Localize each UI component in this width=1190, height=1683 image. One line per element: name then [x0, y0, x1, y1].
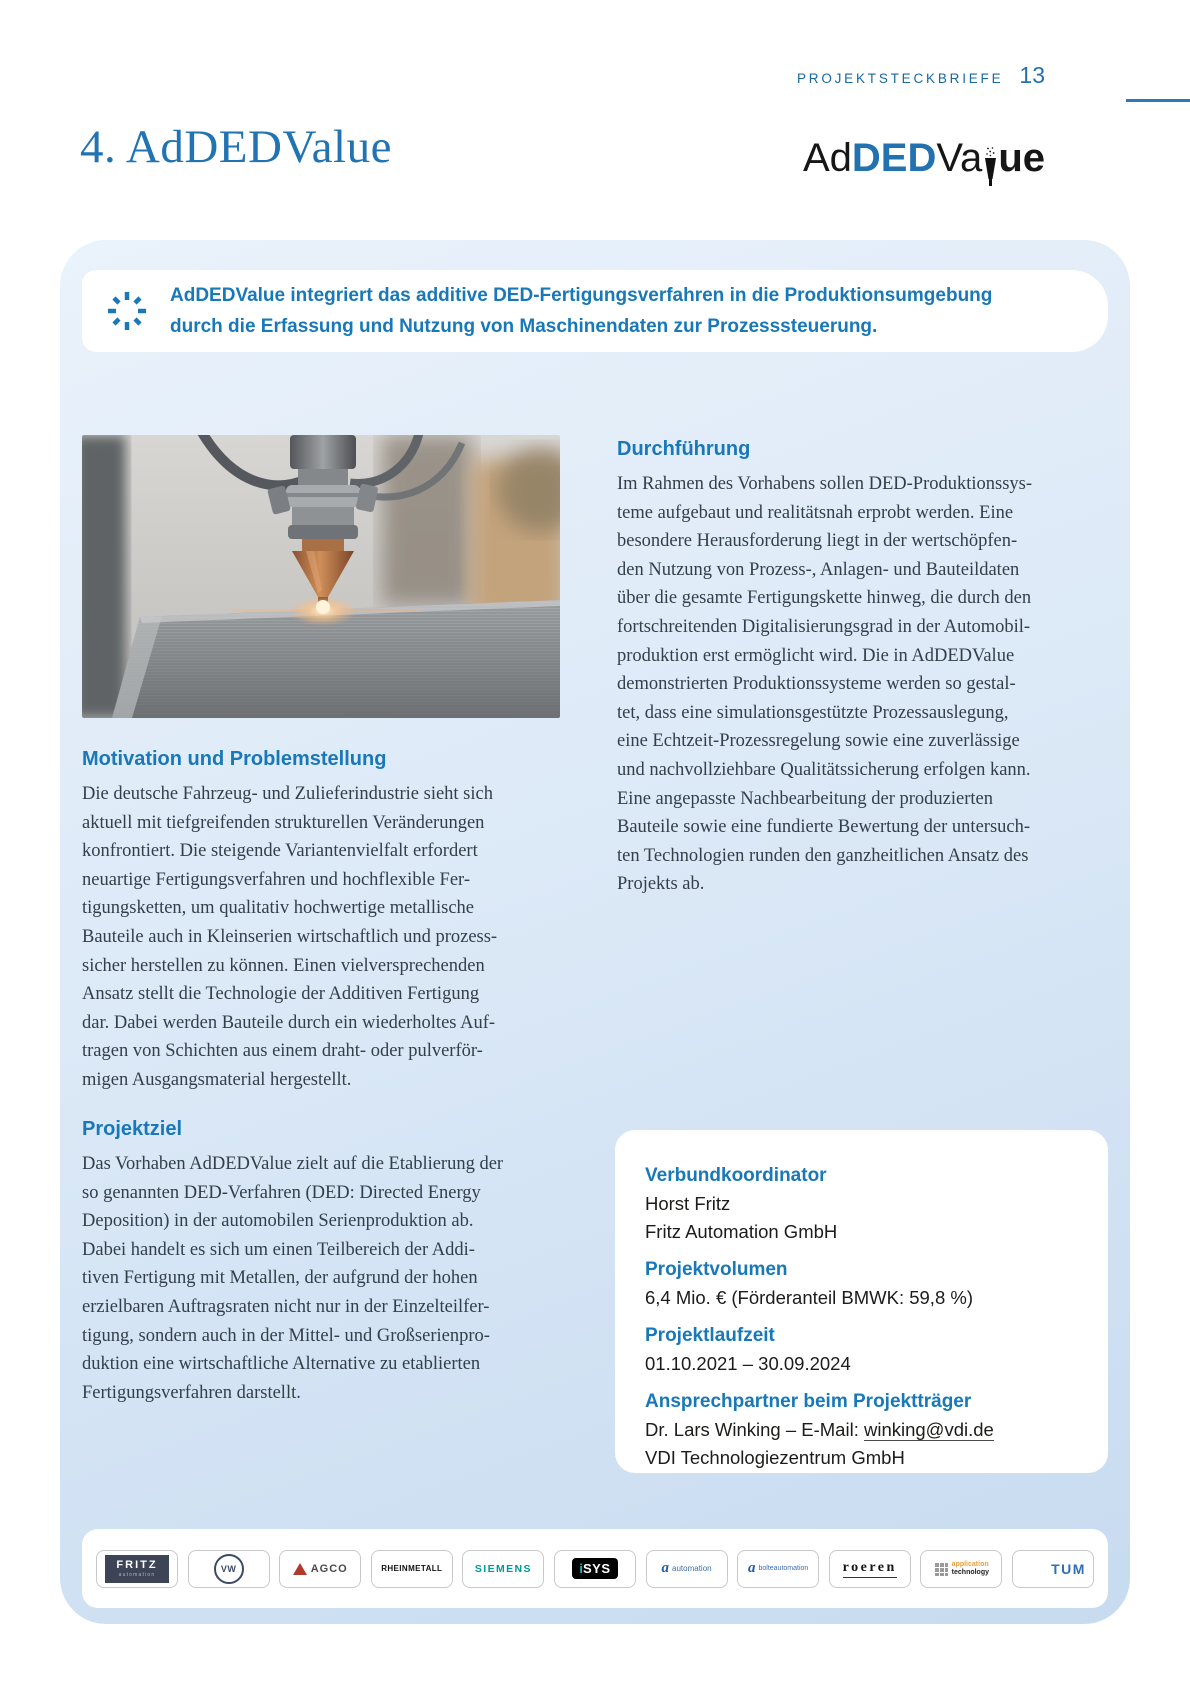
tum-logo-text: TUM: [1051, 1560, 1086, 1577]
label-projektlaufzeit: Projektlaufzeit: [645, 1325, 775, 1346]
grid-icon: [934, 1562, 948, 1576]
coordinator-org: Fritz Automation GmbH: [645, 1221, 838, 1242]
partner-logo-automation: [646, 1550, 728, 1588]
agco-logo-text: AGCO: [310, 1562, 348, 1575]
partner-logo-rheinmetall: [371, 1550, 453, 1588]
label-projektvolumen: Projektvolumen: [645, 1259, 788, 1280]
roeren-logo-text: roeren: [843, 1560, 897, 1578]
partner-logo-siemens: [462, 1550, 544, 1588]
logo-text-ue: ue: [998, 136, 1045, 180]
partner-logo-tum: [1012, 1550, 1094, 1588]
partner-logo-isys: [554, 1550, 636, 1588]
partner-logo-application-technology: [920, 1550, 1002, 1588]
logo-text-ded: DED: [851, 136, 937, 180]
logo-text-ad: Ad: [802, 136, 852, 180]
sparkle-icon: [104, 288, 150, 334]
summary-text: AdDEDValue integriert das additive DED-Fertigungsverfahren in die Produktionsumgebung durch die Erfassung und Nutzung von Maschinendaten zur Prozesssteuerung.: [170, 285, 993, 337]
fritz-logo-box: [105, 1555, 169, 1583]
automation-logo-text: automation: [672, 1564, 712, 1573]
swoosh-a-icon: a: [661, 1560, 670, 1576]
contact-name: Dr. Lars Winking – E-Mail:: [645, 1419, 864, 1440]
agco-triangle-icon: [293, 1563, 307, 1575]
nozzle-icon: [984, 146, 997, 188]
technology-text: technology: [951, 1568, 990, 1576]
motivation-text: Die deutsche Fahrzeug- und Zulieferindustrie sieht sich aktuell mit tiefgreifenden strukturellen Veränderungen konfrontiert. Die steigende Variantenvielfalt erfordert neuartige Fertigungsverfahren und hochflexible Fer- tigungsketten, um qualitativ hochwertige metallische Bauteile auch in Kleinserien wirtschaftlich und prozess- sicher herstellen zu können. Einen vielversprechenden Ansatz stellt die Technologie der Additiven Fertigung dar. Dabei werden Bauteile durch ein wiederholtes Auf- tragen von Schichten aus einem draht- oder pulverför- migen Ausgangsmaterial hergestellt.: [82, 784, 498, 1090]
partner-logo-strip: [82, 1529, 1108, 1608]
coordinator-name: Horst Fritz: [645, 1193, 731, 1214]
fritz-logo-subtext: automation: [118, 1571, 156, 1578]
heading-motivation: Motivation und Problemstellung: [82, 748, 387, 770]
project-info-box: [615, 1130, 1108, 1473]
summary-callout: [82, 270, 1108, 352]
bolte-logo-text: bolteautomation: [758, 1565, 809, 1572]
partner-logo-volkswagen: [188, 1550, 270, 1588]
isys-logo-i: i: [579, 1561, 584, 1576]
page-number: 13: [1019, 62, 1045, 88]
logo-text-va: Va: [936, 136, 983, 180]
contact-line: [645, 1416, 1082, 1444]
header-section-label: PROJEKTSTECKBRIEFE: [796, 71, 1004, 86]
partner-logo-bolte-automation: [737, 1550, 819, 1588]
heading-durchfuehrung: Durchführung: [617, 438, 751, 460]
ded-process-photo: [82, 435, 560, 718]
fritz-logo-text: FRITZ: [116, 1558, 158, 1571]
contact-org: VDI Technologiezentrum GmbH: [645, 1447, 905, 1468]
label-verbundkoordinator: Verbundkoordinator: [645, 1165, 827, 1186]
partner-logo-agco: [279, 1550, 361, 1588]
application-text: application: [951, 1560, 989, 1568]
isys-logo-text: SYS: [583, 1561, 611, 1576]
durchfuehrung-text: Im Rahmen des Vorhabens sollen DED-Produktionssys- teme aufgebaut und realitätsnah erprobt werden. Eine besondere Herausforderung liegt in der wertschöpfen- den Nutzung von Prozess-, Anlagen- und Bauteildaten über die gesamte Fertigungskette hinweg, die durch den fortschreitenden Digitalisierungsgrad in der Automobil- produktion erst ermöglicht wird. Die in AdDEDValue demonstrierten Produktionssysteme werden so gestal- tet, dass eine simulationsgestützte Prozessauslegung, eine Echtzeit-Prozessregelung sowie eine zuverlässige und nachvollziehbare Qualitätssicherung erfolgen kann. Eine angepasste Nachbearbeitung der produzierten Bauteile sowie eine fundierte Bewertung der untersuch- ten Technologien runden den ganzheitlichen Ansatz des Projekts ab.: [617, 474, 1033, 895]
header-rule: [1126, 99, 1190, 102]
siemens-logo-text: SIEMENS: [474, 1562, 532, 1575]
application-technology-text: [952, 1561, 989, 1577]
rheinmetall-logo-text: RHEINMETALL: [381, 1564, 443, 1573]
isys-logo-box: [572, 1558, 617, 1579]
addedvalue-logo: [803, 134, 1045, 182]
contact-email-link[interactable]: winking@vdi.de: [863, 1419, 994, 1440]
swoosh-a-icon: a: [747, 1560, 756, 1576]
vw-logo-text: VW: [220, 1563, 237, 1574]
content-panel: [60, 240, 1130, 1624]
duration-value: 01.10.2021 – 30.09.2024: [645, 1353, 851, 1374]
volume-value: 6,4 Mio. € (Förderanteil BMWK: 59,8 %): [645, 1287, 973, 1308]
page-title: 4. AdDEDValue: [80, 121, 392, 173]
label-ansprechpartner: Ansprechpartner beim Projektträger: [645, 1391, 972, 1412]
page-header: [797, 62, 1045, 89]
partner-logo-roeren: [829, 1550, 911, 1588]
projektziel-text: Das Vorhaben AdDEDValue zielt auf die Etablierung der so genannten DED-Verfahren (DED: Directed Energy Deposition) in der automobilen Serienproduktion ab. Dabei handelt es sich um einen Teilbereich der Addi- tiven Fertigung mit Metallen, der aufgrund der hohen erzielbaren Auftragsraten nicht nur in der Einzelteilfer- tigung, sondern auch in der Mittel- und Großserienpro- duktion eine wirtschaftliche Alternative zu etablierten Fertigungsverfahren darstellt.: [82, 1154, 504, 1403]
heading-projektziel: Projektziel: [82, 1118, 183, 1140]
vw-roundel-icon: [214, 1554, 244, 1584]
partner-logo-fritz-automation: [96, 1550, 178, 1588]
